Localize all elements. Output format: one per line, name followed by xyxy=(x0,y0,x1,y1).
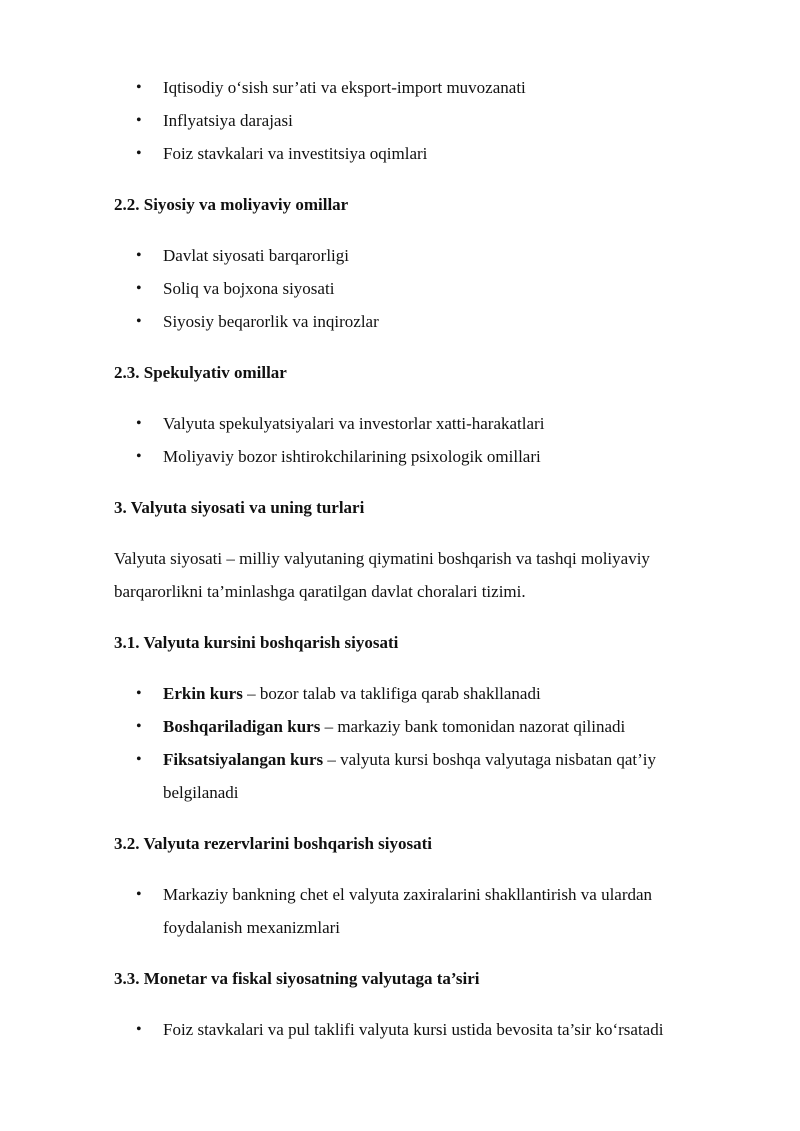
list-item xyxy=(114,677,720,710)
list-item: • Markaziy bankning chet el valyuta zaxiralarini shakllantirish va ulardan foydalanish mexanizmlari xyxy=(114,878,720,944)
exchange-rate-policy-list xyxy=(114,677,720,809)
list-item: • Soliq va bojxona siyosati xyxy=(114,272,720,305)
list-item: • Inflyatsiya darajasi xyxy=(114,104,720,137)
section-heading-3-1: 3.1. Valyuta kursini boshqarish siyosati xyxy=(114,633,399,652)
section-heading-2-2: 2.2. Siyosiy va moliyaviy omillar xyxy=(114,195,349,214)
list-item: • Foiz stavkalari va pul taklifi valyuta kursi ustida bevosita ta’sir ko‘rsatadi xyxy=(114,1013,720,1046)
section-heading-3-3: 3.3. Monetar va fiskal siyosatning valyutaga ta’siri xyxy=(114,969,480,988)
section-heading-2-3: 2.3. Spekulyativ omillar xyxy=(114,363,287,382)
list-item: • Iqtisodiy o‘sish sur’ati va eksport-import muvozanati xyxy=(114,71,720,104)
term-label: Boshqariladigan kurs xyxy=(163,717,321,736)
list-item: • Moliyaviy bozor ishtirokchilarining psixologik omillari xyxy=(114,440,720,473)
section-heading-3-2: 3.2. Valyuta rezervlarini boshqarish siyosati xyxy=(114,834,432,853)
economic-factors-list xyxy=(114,71,720,170)
term-label: Erkin kurs xyxy=(163,684,243,703)
political-factors-list xyxy=(114,239,720,338)
monetary-fiscal-list xyxy=(114,1013,720,1046)
list-item xyxy=(114,710,720,743)
term-description: – valyuta kursi boshqa valyutaga nisbatan qat’iy belgilanadi xyxy=(163,750,656,802)
paragraph-currency-policy: Valyuta siyosati – milliy valyutaning qiymatini boshqarish va tashqi moliyaviy barqarorlikni ta’minlashga qaratilgan davlat choralari tizimi. xyxy=(114,549,650,601)
list-item xyxy=(114,743,720,809)
section-heading-3: 3. Valyuta siyosati va uning turlari xyxy=(114,498,365,517)
list-item: • Foiz stavkalari va investitsiya oqimlari xyxy=(114,137,720,170)
term-description: – bozor talab va taklifiga qarab shakllanadi xyxy=(242,684,541,703)
list-item: • Davlat siyosati barqarorligi xyxy=(114,239,720,272)
term-label: Fiksatsiyalangan kurs xyxy=(163,750,324,769)
list-item: • Valyuta spekulyatsiyalari va investorlar xatti-harakatlari xyxy=(114,407,720,440)
term-description: – markaziy bank tomonidan nazorat qilinadi xyxy=(320,717,626,736)
reserve-policy-list xyxy=(114,878,720,944)
list-item: • Siyosiy beqarorlik va inqirozlar xyxy=(114,305,720,338)
speculative-factors-list xyxy=(114,407,720,473)
